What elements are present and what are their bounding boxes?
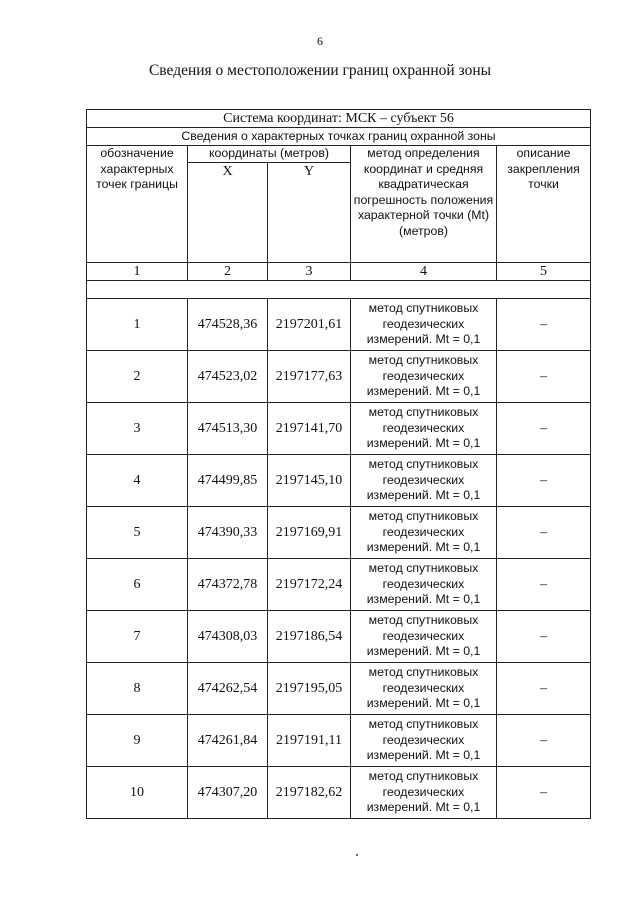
- x-coordinate-cell: 474262,54: [188, 663, 268, 715]
- column-number-5: 5: [497, 263, 591, 281]
- y-coordinate-cell: 2197177,63: [268, 351, 351, 403]
- point-number-cell: 7: [87, 611, 188, 663]
- boundary-points-table: [86, 109, 591, 819]
- x-coordinate-cell: 474372,78: [188, 559, 268, 611]
- fixing-cell: –: [497, 767, 591, 819]
- method-cell: метод спутниковых геодезических измерений. Mt = 0,1: [351, 663, 497, 715]
- page-number: 6: [317, 34, 323, 48]
- point-number-cell: 6: [87, 559, 188, 611]
- fixing-cell: –: [497, 715, 591, 767]
- column-number-2: 2: [188, 263, 268, 281]
- fixing-cell: –: [497, 663, 591, 715]
- table-row: [87, 507, 591, 559]
- fixing-cell: –: [497, 559, 591, 611]
- x-coordinate-cell: 474513,30: [188, 403, 268, 455]
- header-coordinates: координаты (метров): [188, 146, 351, 163]
- header-designation: обозначение характерных точек границы: [87, 146, 188, 263]
- page-title: Сведения о местоположении границ охранной зоны: [148, 62, 492, 79]
- y-coordinate-cell: 2197191,11: [268, 715, 351, 767]
- point-number-cell: 9: [87, 715, 188, 767]
- table-row: [87, 611, 591, 663]
- method-cell: метод спутниковых геодезических измерений. Mt = 0,1: [351, 715, 497, 767]
- table-row: [87, 455, 591, 507]
- table-row: [87, 767, 591, 819]
- coordinate-system-label: Система координат: МСК – субъект 56: [87, 110, 591, 128]
- method-cell: метод спутниковых геодезических измерений. Mt = 0,1: [351, 559, 497, 611]
- dot-mark: [356, 854, 358, 856]
- header-x: X: [188, 163, 268, 263]
- table-row: [87, 403, 591, 455]
- table-row: [87, 559, 591, 611]
- method-cell: метод спутниковых геодезических измерений. Mt = 0,1: [351, 403, 497, 455]
- points-info-label: Сведения о характерных точках границ охранной зоны: [87, 128, 591, 146]
- x-coordinate-cell: 474390,33: [188, 507, 268, 559]
- y-coordinate-cell: 2197145,10: [268, 455, 351, 507]
- y-coordinate-cell: 2197201,61: [268, 299, 351, 351]
- column-number-3: 3: [268, 263, 351, 281]
- point-number-cell: 3: [87, 403, 188, 455]
- table-row: [87, 663, 591, 715]
- fixing-cell: –: [497, 455, 591, 507]
- method-cell: метод спутниковых геодезических измерений. Mt = 0,1: [351, 611, 497, 663]
- y-coordinate-cell: 2197169,91: [268, 507, 351, 559]
- x-coordinate-cell: 474528,36: [188, 299, 268, 351]
- point-number-cell: 5: [87, 507, 188, 559]
- y-coordinate-cell: 2197182,62: [268, 767, 351, 819]
- x-coordinate-cell: 474307,20: [188, 767, 268, 819]
- header-method: метод определения координат и средняя квадратическая погрешность положения характерной точки (Mt) (метров): [351, 146, 497, 263]
- fixing-cell: –: [497, 403, 591, 455]
- header-y: Y: [268, 163, 351, 263]
- point-number-cell: 2: [87, 351, 188, 403]
- x-coordinate-cell: 474499,85: [188, 455, 268, 507]
- method-cell: метод спутниковых геодезических измерений. Mt = 0,1: [351, 299, 497, 351]
- point-number-cell: 8: [87, 663, 188, 715]
- point-number-cell: 4: [87, 455, 188, 507]
- point-number-cell: 10: [87, 767, 188, 819]
- method-cell: метод спутниковых геодезических измерений. Mt = 0,1: [351, 507, 497, 559]
- blank-row: [87, 281, 591, 299]
- y-coordinate-cell: 2197186,54: [268, 611, 351, 663]
- y-coordinate-cell: 2197195,05: [268, 663, 351, 715]
- x-coordinate-cell: 474308,03: [188, 611, 268, 663]
- method-cell: метод спутниковых геодезических измерений. Mt = 0,1: [351, 455, 497, 507]
- method-cell: метод спутниковых геодезических измерений. Mt = 0,1: [351, 767, 497, 819]
- x-coordinate-cell: 474523,02: [188, 351, 268, 403]
- table-row: [87, 351, 591, 403]
- x-coordinate-cell: 474261,84: [188, 715, 268, 767]
- table-row: [87, 299, 591, 351]
- fixing-cell: –: [497, 611, 591, 663]
- fixing-cell: –: [497, 299, 591, 351]
- column-number-1: 1: [87, 263, 188, 281]
- y-coordinate-cell: 2197172,24: [268, 559, 351, 611]
- column-number-4: 4: [351, 263, 497, 281]
- fixing-cell: –: [497, 507, 591, 559]
- y-coordinate-cell: 2197141,70: [268, 403, 351, 455]
- method-cell: метод спутниковых геодезических измерений. Mt = 0,1: [351, 351, 497, 403]
- table-row: [87, 715, 591, 767]
- fixing-cell: –: [497, 351, 591, 403]
- header-fixing: описание закрепления точки: [497, 146, 591, 263]
- point-number-cell: 1: [87, 299, 188, 351]
